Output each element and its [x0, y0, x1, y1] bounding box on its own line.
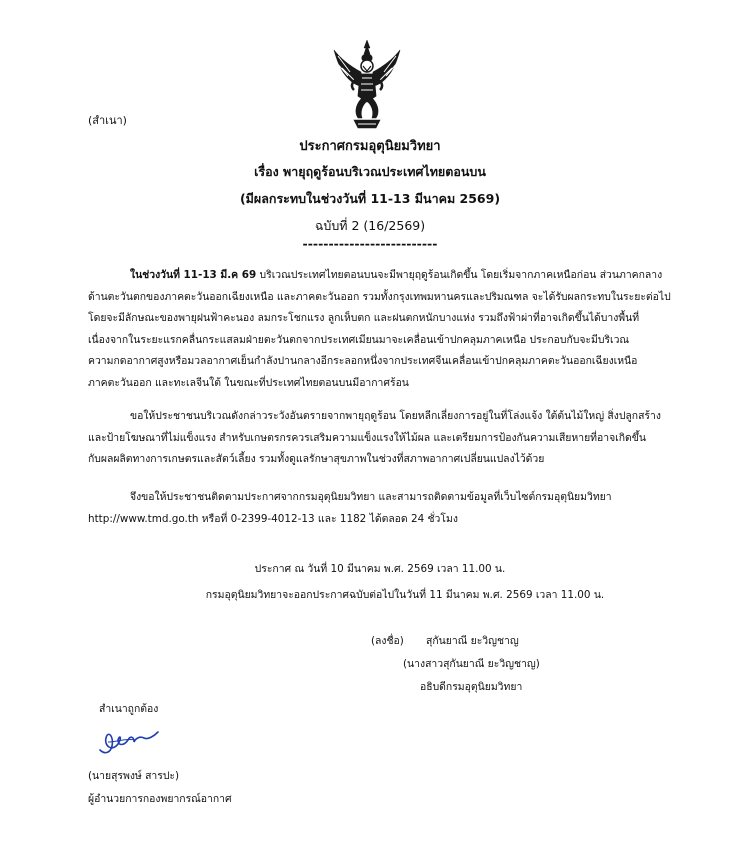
paragraph-line: จึงขอให้ประชาชนติดตามประกาศจากกรมอุตุนิยมวิทยา และสามารถติดตามข้อมูลที่เว็บไซต์กรมอุตุนิยมวิทยา — [130, 491, 612, 503]
paragraph-line: ในช่วงวันที่ 11-13 มี.ค 69 บริเวณประเทศไทยตอนบนจะมีพายุฤดูร้อนเกิดขึ้น โดยเริ่มจากภาคเหนือก่อน ส่วนภาคกลาง — [130, 269, 663, 281]
certifier-position: ผู้อำนวยการกองพยากรณ์อากาศ — [88, 793, 232, 805]
paragraph-contact — [88, 487, 678, 530]
paragraph-line: ด้านตะวันตกของภาคตะวันออกเฉียงเหนือ และภาคตะวันออก รวมทั้งกรุงเทพมหานครและปริมณฑล จะได้รับผลกระทบในระยะต่อไป — [88, 290, 671, 303]
issued-date: ประกาศ ณ วันที่ 10 มีนาคม พ.ศ. 2569 เวลา 11.00 น. — [254, 563, 506, 575]
paragraph-line: โดยจะมีลักษณะของพายุฝนฟ้าคะนอง ลมกระโชกแรง ลูกเห็บตก และฝนตกหนักบางแห่ง รวมถึงฟ้าผ่าที่อาจเกิดขึ้นได้บางพื้นที่ — [88, 312, 640, 325]
handwritten-signature-icon — [96, 720, 160, 760]
paragraph-line: ขอให้ประชาชนบริเวณดังกล่าวระวังอันตรายจากพายุฤดูร้อน โดยหลีกเลี่ยงการอยู่ในที่โล่งแจ้ง ใต้ต้นไม้ใหญ่ สิ่งปลูกสร้าง — [130, 410, 661, 422]
forecast-lead: ในช่วงวันที่ 11-13 มี.ค 69 — [130, 269, 257, 281]
garuda-emblem-icon — [332, 38, 402, 130]
document-subject: เรื่อง พายุฤดูร้อนบริเวณประเทศไทยตอนบน — [254, 164, 486, 179]
signed-label: (ลงชื่อ) — [371, 635, 404, 647]
paragraph-forecast — [88, 265, 678, 395]
paragraph-line: เนื่องจากในระยะแรกคลื่นกระแสลมฝ่ายตะวันตกจากประเทศเมียนมาจะเคลื่อนเข้าปกคลุมภาคเหนือ ประกอบกับจะมีบริเวณ — [88, 333, 630, 346]
paragraph-line: ความกดอากาศสูงหรือมวลอากาศเย็นกำลังปานกลางอีกระลอกหนึ่งจากประเทศจีนเคลื่อนเข้าปกคลุมภาคตะวันออกเฉียงเหนือ — [88, 355, 638, 368]
effect-period: (มีผลกระทบในช่วงวันที่ 11-13 มีนาคม 2569) — [239, 191, 501, 206]
signed-name: สุกันยาณี ยะวิญชาญ — [426, 635, 519, 647]
signatory-full-name: (นางสาวสุกันยาณี ยะวิญชาญ) — [403, 658, 540, 670]
paragraph-line: และป้ายโฆษณาที่ไม่แข็งแรง สำหรับเกษตรกรควรเสริมความแข็งแรงให้ไม้ผล และเตรียมการป้องกันความเสียหายที่อาจเกิดขึ้น — [88, 431, 646, 444]
paragraph-line: กับผลผลิตทางการเกษตรและสัตว์เลี้ยง รวมทั้งดูแลรักษาสุขภาพในช่วงที่สภาพอากาศเปลี่ยนแปลงไว้ด้วย — [88, 453, 545, 466]
document-title: ประกาศกรมอุตุนิยมวิทยา — [299, 139, 441, 154]
certified-copy-label: สำเนาถูกต้อง — [99, 703, 159, 715]
copy-mark: (สำเนา) — [88, 114, 127, 127]
signatory-position: อธิบดีกรมอุตุนิยมวิทยา — [420, 681, 523, 693]
certifier-name: (นายสุรพงษ์ สารปะ) — [88, 770, 180, 782]
issue-number: ฉบับที่ 2 (16/2569) — [314, 218, 426, 233]
paragraph-line: ภาคตะวันออก และทะเลจีนใต้ ในขณะที่ประเทศไทยตอนบนมีอากาศร้อน — [88, 376, 409, 389]
paragraph-warning — [88, 406, 678, 471]
title-divider: -------------------------- — [302, 236, 438, 251]
paragraph-line: http://www.tmd.go.th หรือที่ 0-2399-4012-13 และ 1182 ได้ตลอด 24 ชั่วโมง — [88, 512, 458, 525]
next-issue-notice: กรมอุตุนิยมวิทยาจะออกประกาศฉบับต่อไปในวันที่ 11 มีนาคม พ.ศ. 2569 เวลา 11.00 น. — [205, 589, 605, 601]
